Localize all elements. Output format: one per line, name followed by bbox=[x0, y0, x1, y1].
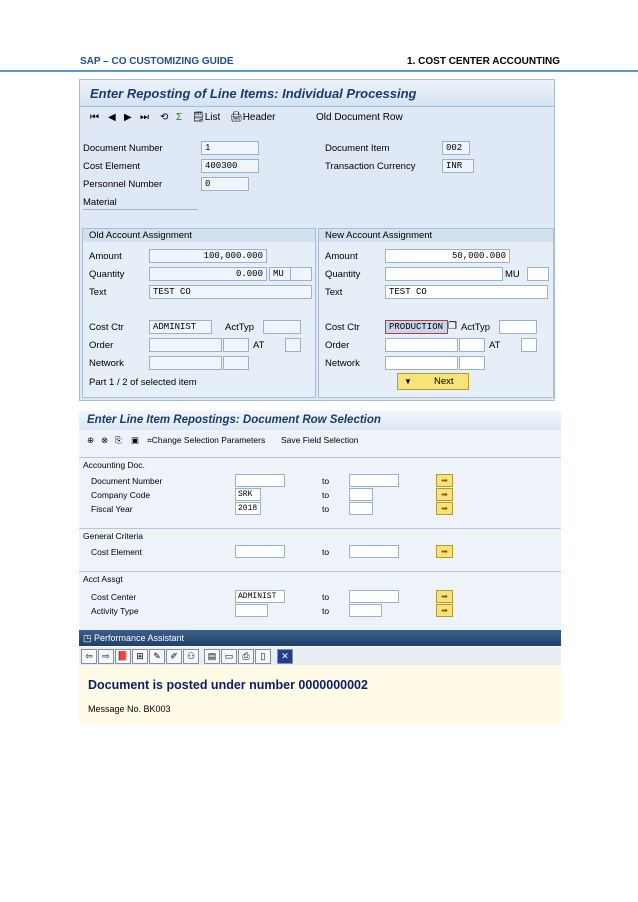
old-amount-label: Amount bbox=[89, 251, 122, 262]
message-number: Message No. BK003 bbox=[88, 704, 171, 714]
company-code-from[interactable]: SRK bbox=[235, 488, 261, 501]
old-acttyp-label: ActTyp bbox=[225, 322, 255, 333]
new-network-field[interactable] bbox=[385, 356, 458, 370]
doc-number-to[interactable] bbox=[349, 474, 399, 487]
save-field-selection-button[interactable]: Save Field Selection bbox=[281, 435, 359, 445]
new-account-assignment-group bbox=[318, 228, 554, 398]
old-order-field[interactable] bbox=[149, 338, 222, 352]
multiple-selection-arrow-icon[interactable]: ➡ bbox=[436, 604, 453, 617]
row-selection-screen bbox=[79, 410, 561, 630]
cost-element-from[interactable] bbox=[235, 545, 285, 558]
list-label: List bbox=[204, 112, 221, 123]
assistant-toolbar bbox=[79, 647, 561, 665]
multiple-selection-arrow-icon[interactable]: ➡ bbox=[436, 488, 453, 501]
change-selection-button[interactable]: ⌗Change Selection Parameters bbox=[147, 435, 266, 445]
toolbar bbox=[80, 108, 554, 130]
old-network-label: Network bbox=[89, 358, 124, 369]
cost-element-label: Cost Element bbox=[83, 161, 141, 172]
new-network-extra-field[interactable] bbox=[459, 356, 485, 370]
accounting-doc-section bbox=[79, 457, 561, 533]
old-acttyp-field[interactable] bbox=[263, 320, 301, 334]
to-label: to bbox=[322, 547, 330, 557]
part-indicator: Part 1 / 2 of selected item bbox=[89, 377, 197, 388]
multiple-selection-arrow-icon[interactable]: ➡ bbox=[436, 545, 453, 558]
new-order-field[interactable] bbox=[385, 338, 458, 352]
new-order-label: Order bbox=[325, 340, 350, 351]
old-quantity-label: Quantity bbox=[89, 269, 125, 280]
new-at-field[interactable] bbox=[521, 338, 537, 352]
to-label: to bbox=[322, 490, 330, 500]
material-underline bbox=[83, 209, 198, 210]
new-costctr-label: Cost Ctr bbox=[325, 322, 360, 333]
doc-number-from[interactable] bbox=[235, 474, 285, 487]
change-selection-label: Change Selection Parameters bbox=[151, 435, 266, 445]
to-label: to bbox=[322, 592, 330, 602]
to-label: to bbox=[322, 476, 330, 486]
new-text-field[interactable]: TEST CO bbox=[385, 285, 548, 299]
sum-icon[interactable]: Σ bbox=[176, 112, 183, 123]
performance-assistant-title: Performance Assistant bbox=[94, 633, 185, 643]
performance-assistant-bar bbox=[79, 630, 561, 646]
edit-icon[interactable]: ✎ bbox=[149, 649, 165, 664]
old-costctr-label: Cost Ctr bbox=[89, 322, 124, 333]
old-network-extra-field[interactable] bbox=[223, 356, 249, 370]
close-icon[interactable]: ✕ bbox=[277, 649, 293, 664]
cost-element-field[interactable]: 400300 bbox=[201, 159, 259, 173]
back-icon[interactable]: ⇦ bbox=[81, 649, 97, 664]
general-criteria-heading: General Criteria bbox=[83, 531, 143, 541]
new-order-extra-field[interactable] bbox=[459, 338, 485, 352]
assistant-icon: ◳ bbox=[83, 633, 95, 643]
old-costctr-field[interactable]: ADMINIST bbox=[149, 320, 212, 334]
old-text-label: Text bbox=[89, 287, 107, 298]
company-code-to[interactable] bbox=[349, 488, 373, 501]
multiple-selection-arrow-icon[interactable]: ➡ bbox=[436, 590, 453, 603]
new-text-label: Text bbox=[325, 287, 343, 298]
fiscal-year-from[interactable]: 2018 bbox=[235, 502, 261, 515]
general-criteria-section bbox=[79, 528, 561, 571]
old-order-extra-field[interactable] bbox=[223, 338, 249, 352]
selection-toolbar bbox=[79, 432, 561, 450]
window-icon[interactable]: ▭ bbox=[221, 649, 237, 664]
new-costctr-field[interactable]: PRODUCTION bbox=[385, 320, 448, 334]
old-document-row-button[interactable]: Old Document Row bbox=[316, 112, 403, 123]
last-icon[interactable]: ⏭ bbox=[140, 112, 149, 123]
to-label: to bbox=[322, 606, 330, 616]
personnel-number-label: Personnel Number bbox=[83, 179, 163, 190]
forward-icon[interactable]: ⇨ bbox=[98, 649, 114, 664]
old-group-title: Old Account Assignment bbox=[83, 229, 315, 242]
old-network-field[interactable] bbox=[149, 356, 222, 370]
new-acttyp-field[interactable] bbox=[499, 320, 537, 334]
old-order-label: Order bbox=[89, 340, 114, 351]
print-icon[interactable]: ⎙ bbox=[238, 649, 254, 664]
glasses-icon[interactable]: ⚇ bbox=[183, 649, 199, 664]
to-label: to bbox=[322, 504, 330, 514]
reposting-screen bbox=[79, 79, 555, 401]
new-acttyp-label: ActTyp bbox=[461, 322, 491, 333]
multiple-selection-arrow-icon[interactable]: ➡ bbox=[436, 502, 453, 515]
frame-icon[interactable]: ▤ bbox=[204, 649, 220, 664]
document-item-label: Document Item bbox=[325, 143, 390, 154]
old-account-assignment-group bbox=[82, 228, 316, 398]
note-icon[interactable]: ✐ bbox=[166, 649, 182, 664]
new-amount-label: Amount bbox=[325, 251, 358, 262]
old-mu-label: MU bbox=[269, 267, 291, 281]
activity-type-from[interactable] bbox=[235, 604, 268, 617]
cost-center-from[interactable]: ADMINIST bbox=[235, 590, 285, 603]
document-item-field[interactable]: 002 bbox=[442, 141, 470, 155]
variant-icon[interactable]: ⊗ bbox=[101, 435, 109, 445]
first-icon[interactable]: ⏮ bbox=[90, 112, 99, 123]
transaction-currency-label: Transaction Currency bbox=[325, 161, 416, 172]
performance-assistant-window bbox=[79, 630, 561, 724]
old-mu-field[interactable] bbox=[290, 267, 312, 281]
guide-title: SAP – CO CUSTOMIZING GUIDE bbox=[80, 56, 234, 67]
next-label: Next bbox=[434, 376, 454, 387]
save-icon[interactable]: ▯ bbox=[255, 649, 271, 664]
new-quantity-label: Quantity bbox=[325, 269, 361, 280]
accounting-doc-heading: Accounting Doc. bbox=[83, 460, 145, 470]
new-mu-label: MU bbox=[505, 269, 520, 280]
down-arrow-icon: ▼ bbox=[404, 377, 412, 386]
old-amount-field[interactable]: 100,000.000 bbox=[149, 249, 267, 263]
fiscal-year-to[interactable] bbox=[349, 502, 373, 515]
screen2-title: Enter Line Item Repostings: Document Row Selection bbox=[79, 410, 561, 430]
material-label: Material bbox=[83, 197, 117, 208]
new-group-title: New Account Assignment bbox=[319, 229, 553, 242]
get-variant-icon[interactable]: ⎘ bbox=[115, 435, 122, 445]
new-network-label: Network bbox=[325, 358, 360, 369]
acct-assgt-section bbox=[79, 571, 561, 631]
header-label: Header bbox=[242, 112, 276, 123]
old-quantity-field[interactable]: 0.000 bbox=[149, 267, 267, 281]
save-variant-icon[interactable]: ▣ bbox=[131, 435, 140, 445]
document-number-label: Document Number bbox=[83, 143, 163, 154]
chapter-title: 1. COST CENTER ACCOUNTING bbox=[407, 56, 560, 67]
multiple-selection-arrow-icon[interactable]: ➡ bbox=[436, 474, 453, 487]
screen-title: Enter Reposting of Line Items: Individual Processing bbox=[80, 80, 554, 107]
cost-center-to[interactable] bbox=[349, 590, 399, 603]
document-number-field[interactable]: 1 bbox=[201, 141, 259, 155]
new-quantity-field[interactable] bbox=[385, 267, 503, 281]
link-icon[interactable]: ⟲ bbox=[160, 112, 169, 123]
hierarchy-icon[interactable]: ⊞ bbox=[132, 649, 148, 664]
personnel-number-field[interactable]: 0 bbox=[201, 177, 249, 191]
old-at-field[interactable] bbox=[285, 338, 301, 352]
next-icon[interactable]: ▶ bbox=[124, 112, 132, 123]
book-icon[interactable]: 📕 bbox=[115, 649, 131, 664]
doc-number-label: Document Number bbox=[91, 476, 163, 486]
previous-icon[interactable]: ◀ bbox=[108, 112, 116, 123]
new-amount-field[interactable]: 50,000.000 bbox=[385, 249, 510, 263]
cost-element-to[interactable] bbox=[349, 545, 399, 558]
fiscal-year-label: Fiscal Year bbox=[91, 504, 133, 514]
activity-type-label: Activity Type bbox=[91, 606, 139, 616]
execute-icon[interactable]: ⊕ bbox=[87, 435, 95, 445]
next-button[interactable] bbox=[397, 373, 469, 390]
header-rule bbox=[0, 70, 638, 72]
old-at-label: AT bbox=[253, 340, 265, 351]
new-mu-field[interactable] bbox=[527, 267, 549, 281]
company-code-label: Company Code bbox=[91, 490, 151, 500]
activity-type-to[interactable] bbox=[349, 604, 382, 617]
search-help-icon[interactable]: ❐ bbox=[448, 321, 457, 332]
header-button[interactable]: 🖨Header bbox=[230, 112, 276, 123]
new-at-label: AT bbox=[489, 340, 501, 351]
list-button[interactable]: 🗒List bbox=[192, 112, 221, 123]
transaction-currency-field[interactable]: INR bbox=[442, 159, 474, 173]
acct-assgt-heading: Acct Assgt bbox=[83, 574, 123, 584]
cost-center-label: Cost Center bbox=[91, 592, 137, 602]
old-text-field[interactable]: TEST CO bbox=[149, 285, 312, 299]
cost-element-sel-label: Cost Element bbox=[91, 547, 143, 557]
posting-message: Document is posted under number 0000000002 bbox=[88, 678, 368, 692]
